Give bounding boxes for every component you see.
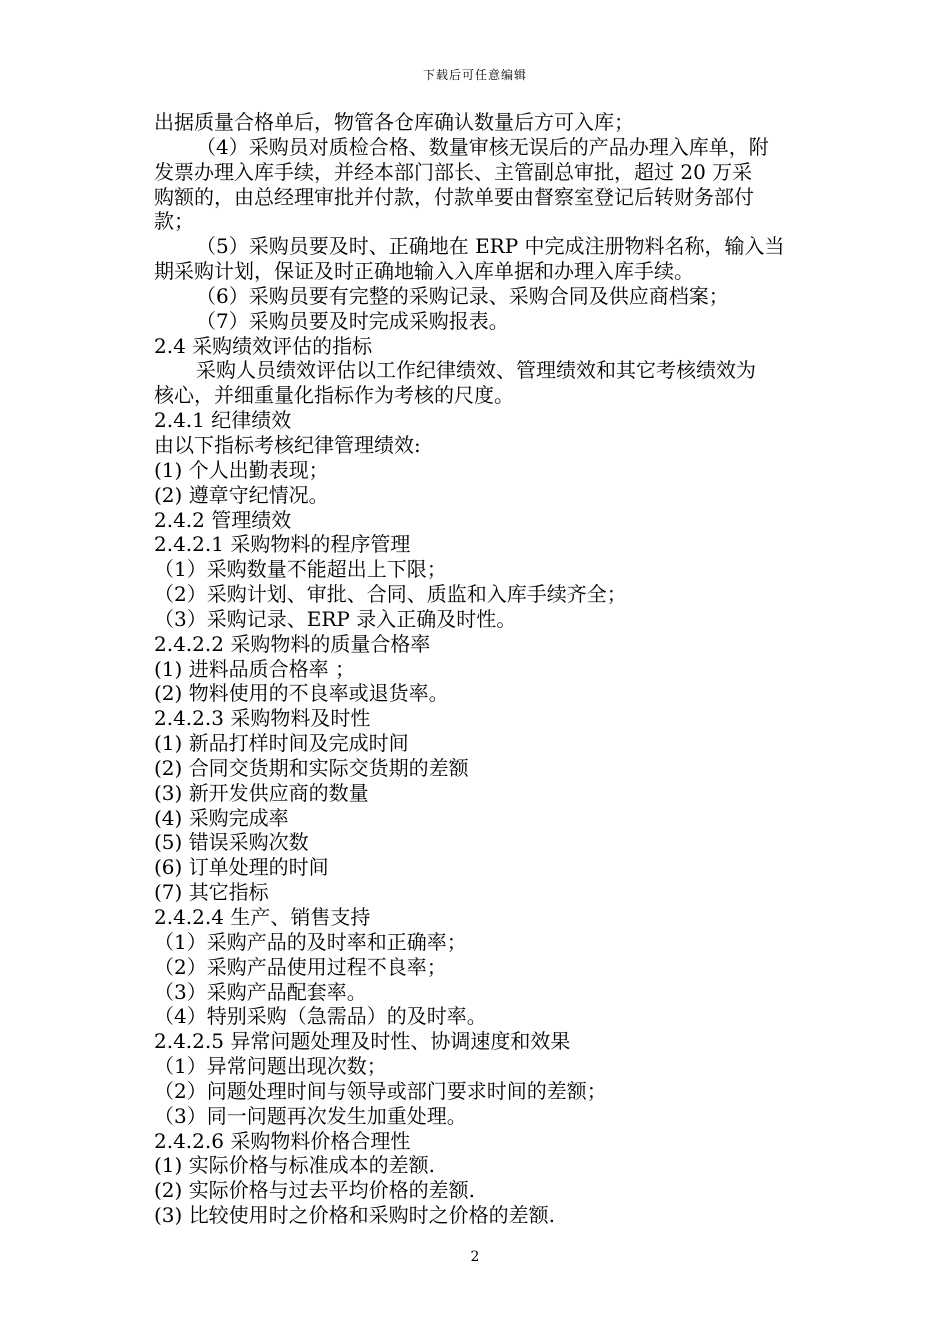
text-line: (2) 实际价格与过去平均价格的差额. — [154, 1178, 476, 1203]
text-line: （2）问题处理时间与领导或部门要求时间的差额； — [154, 1078, 607, 1103]
text-line: 2.4.2.3 采购物料及时性 — [154, 706, 371, 731]
page-header: 下载后可任意编辑 — [422, 68, 527, 82]
text-line: （3）同一问题再次发生加重处理。 — [154, 1103, 467, 1128]
text-line: 由以下指标考核纪律管理绩效: — [154, 432, 421, 457]
text-line: 购额的，由总经理审批并付款，付款单要由督察室登记后转财务部付 — [154, 184, 754, 209]
text-line: (1) 实际价格与标准成本的差额. — [154, 1153, 436, 1178]
text-line: (1) 个人出勤表现； — [154, 457, 329, 482]
text-line: (3) 新开发供应商的数量 — [154, 780, 369, 805]
text-line: （5）采购员要及时、正确地在 ERP 中完成注册物料名称，输入当 — [196, 234, 785, 259]
text-line: (2) 合同交货期和实际交货期的差额 — [154, 755, 469, 780]
text-line: （6）采购员要有完整的采购记录、采购合同及供应商档案； — [196, 283, 729, 308]
text-line: (2) 物料使用的不良率或退货率。 — [154, 681, 449, 706]
text-line: 2.4.2.5 异常问题处理及时性、协调速度和效果 — [154, 1029, 571, 1054]
text-line: （2）采购产品使用过程不良率； — [154, 954, 447, 979]
text-line: （3）采购产品配套率。 — [154, 979, 367, 1004]
text-line: 2.4.2.2 采购物料的质量合格率 — [154, 631, 431, 656]
text-line: （4）特别采购（急需品）的及时率。 — [154, 1004, 487, 1029]
text-line: （1）采购数量不能超出上下限； — [154, 557, 447, 582]
text-line: （1）采购产品的及时率和正确率； — [154, 929, 467, 954]
text-line: 核心，并细重量化指标作为考核的尺度。 — [154, 383, 514, 408]
text-line: (1) 新品打样时间及完成时间 — [154, 731, 409, 756]
text-line: (7) 其它指标 — [154, 880, 269, 905]
text-line: （4）采购员对质检合格、数量审核无误后的产品办理入库单，附 — [196, 134, 769, 159]
text-line: 2.4 采购绩效评估的指标 — [154, 333, 373, 358]
text-line: 发票办理入库手续，并经本部门部长、主管副总审批，超过 20 万采 — [154, 159, 753, 184]
text-line: 2.4.2.4 生产、销售支持 — [154, 905, 371, 929]
text-line: （7）采购员要及时完成采购报表。 — [196, 308, 509, 333]
text-line: 2.4.2 管理绩效 — [154, 507, 292, 532]
text-line: 2.4.2.1 采购物料的程序管理 — [154, 532, 411, 557]
text-line: 期采购计划，保证及时正确地输入入库单据和办理入库手续。 — [154, 259, 694, 284]
text-line: (6) 订单处理的时间 — [154, 855, 329, 880]
page-number: 2 — [470, 1249, 480, 1265]
text-line: （1）异常问题出现次数； — [154, 1054, 387, 1079]
text-line: 2.4.2.6 采购物料价格合理性 — [154, 1128, 411, 1153]
text-line: (4) 采购完成率 — [154, 805, 289, 830]
text-line: (1) 进料品质合格率 ； — [154, 656, 356, 681]
text-line: 采购人员绩效评估以工作纪律绩效、管理绩效和其它考核绩效为 — [196, 358, 756, 383]
text-line: (2) 遵章守纪情况。 — [154, 482, 329, 507]
text-line: (3) 比较使用时之价格和采购时之价格的差额. — [154, 1203, 556, 1228]
text-line: 出据质量合格单后，物管各仓库确认数量后方可入库； — [154, 110, 634, 134]
text-line: （2）采购计划、审批、合同、质监和入库手续齐全； — [154, 582, 627, 607]
text-line: 款； — [154, 209, 194, 234]
text-line: 2.4.1 纪律绩效 — [154, 408, 292, 433]
text-line: (5) 错误采购次数 — [154, 830, 309, 855]
document-body — [154, 110, 826, 1228]
text-line: （3）采购记录、ERP 录入正确及时性。 — [154, 606, 517, 631]
